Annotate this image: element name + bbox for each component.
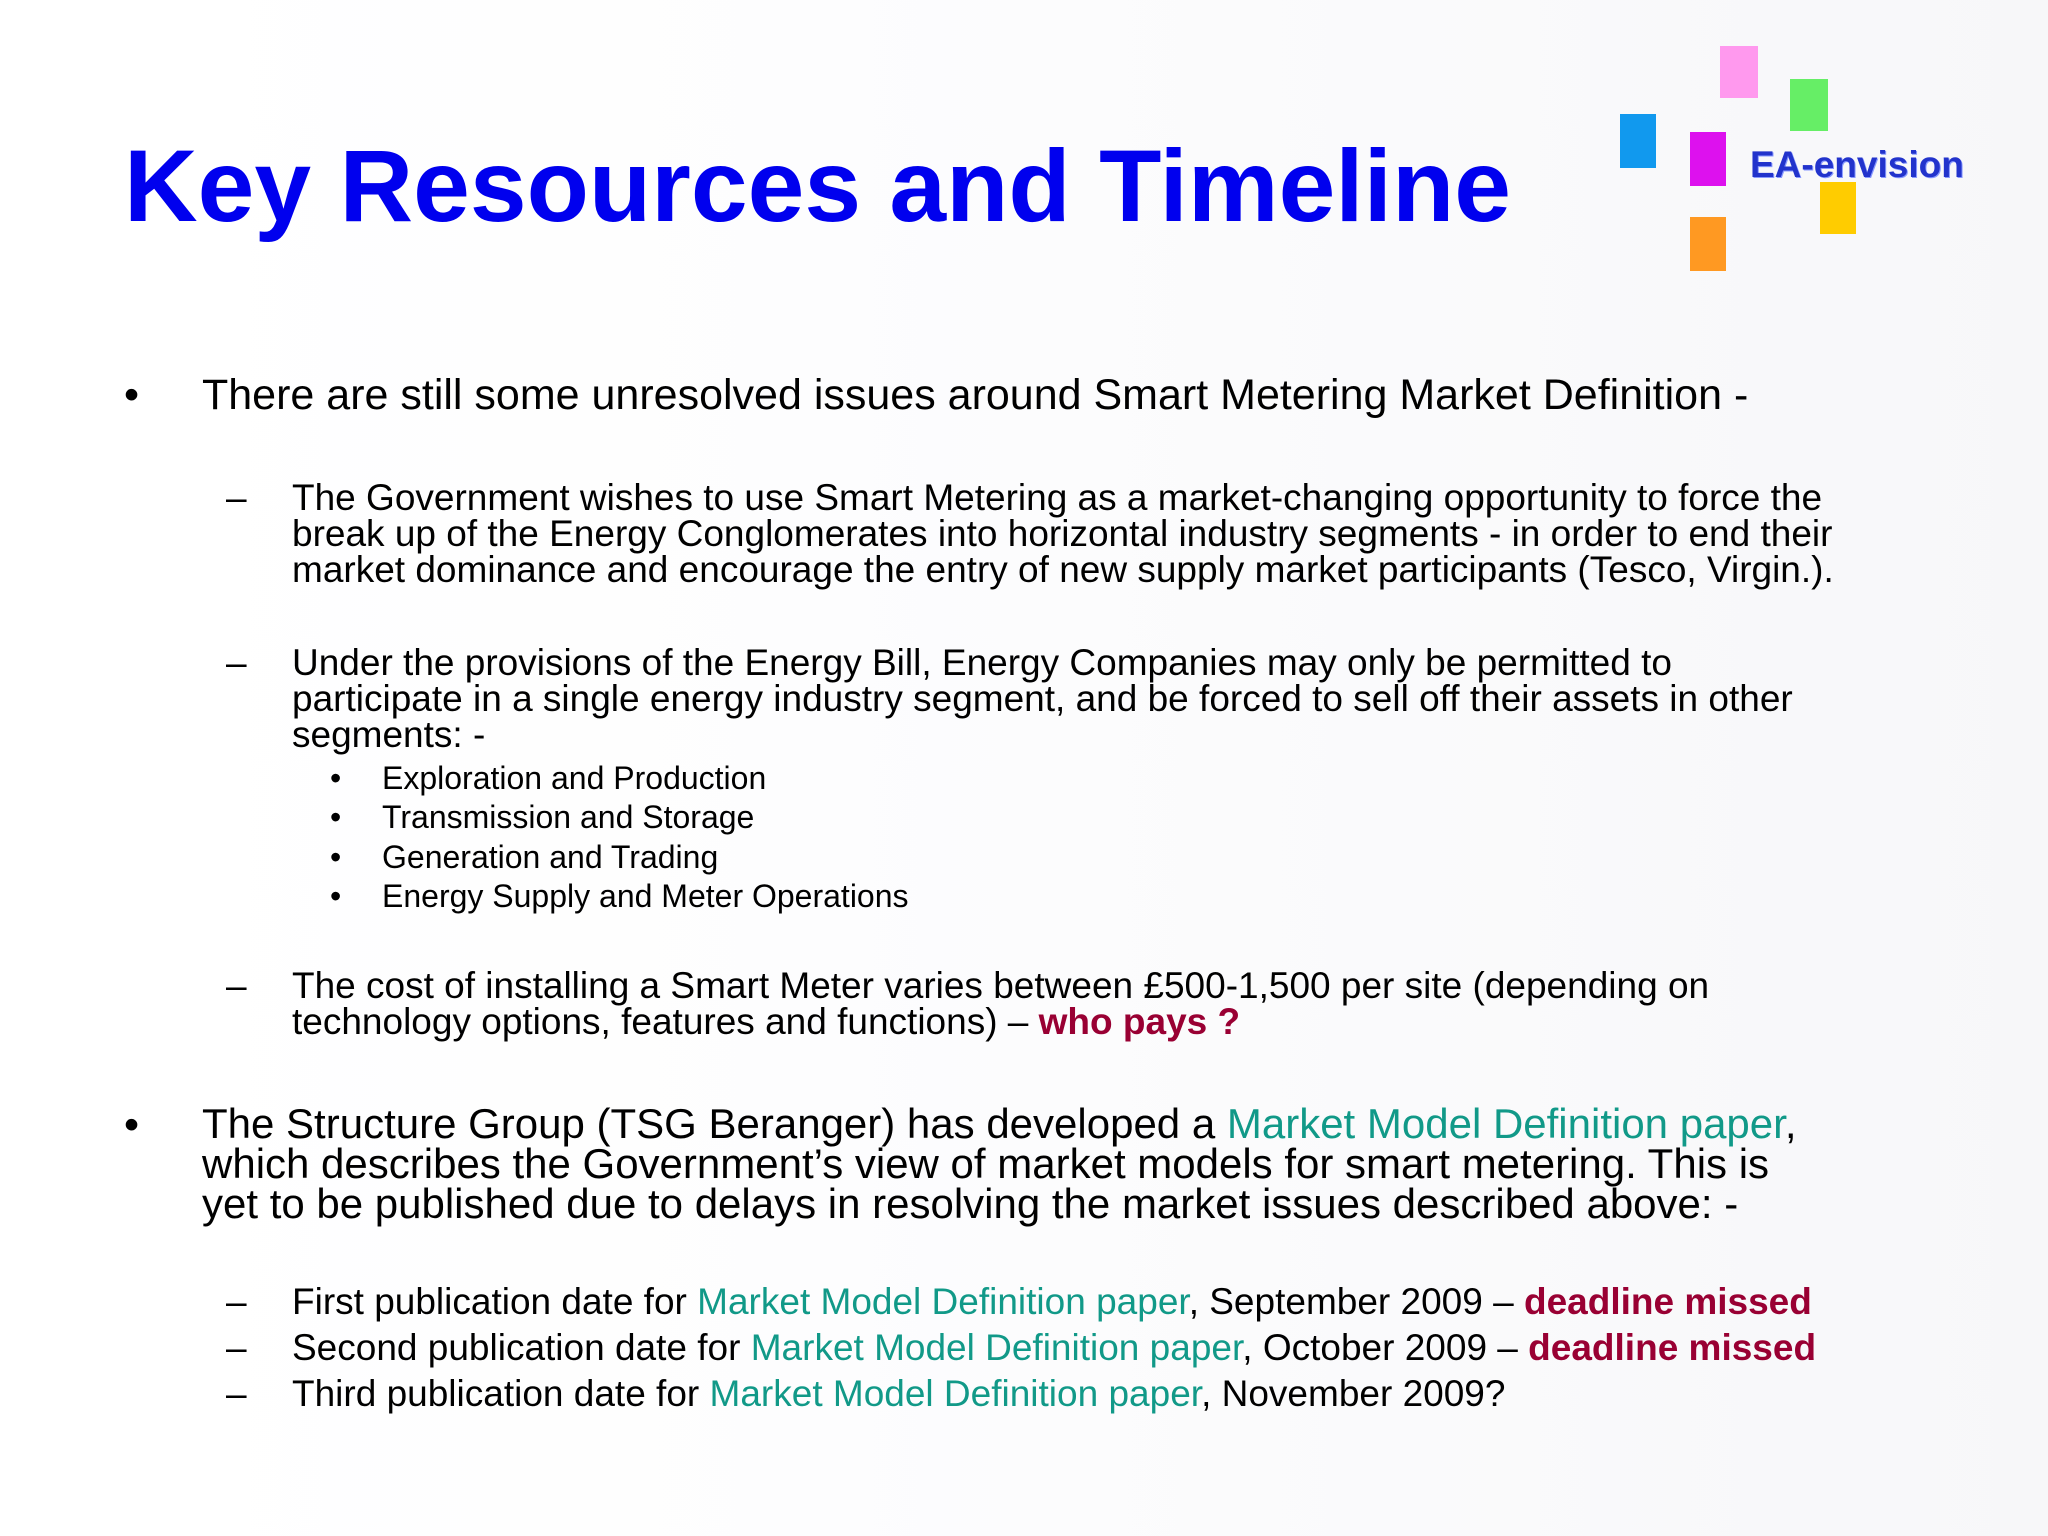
segment-text: Generation and Trading	[382, 839, 719, 875]
text-line: The Government wishes to use Smart Metering as a market-changing opportunity to force the	[292, 477, 1823, 518]
dash-mark: –	[226, 1281, 247, 1322]
text-span: technology options, features and functions) –	[292, 1001, 1039, 1042]
text-span: , October 2009 –	[1242, 1327, 1529, 1368]
bullet-mark: •	[124, 1101, 140, 1149]
bullet-text: There are still some unresolved issues around Smart Metering Market Definition -	[202, 371, 1749, 419]
sub-bullet-text	[292, 642, 1793, 755]
deadline-status: deadline missed	[1523, 1281, 1812, 1322]
text-line: The cost of installing a Smart Meter varies between £500-1,500 per site (depending on	[292, 965, 1710, 1006]
text-span: , September 2009 –	[1188, 1281, 1524, 1322]
market-model-link[interactable]: Market Model Definition paper	[1226, 1100, 1785, 1147]
sub-bullet-text	[292, 965, 1710, 1042]
pink-square-icon	[1720, 46, 1758, 98]
orange-square-icon	[1690, 217, 1726, 271]
market-model-link[interactable]: Market Model Definition paper	[697, 1281, 1189, 1322]
text-line: participate in a single energy industry segment, and be forced to sell off their assets in other	[292, 678, 1793, 719]
date-text	[292, 1281, 1812, 1322]
page-title: Key Resources and Timeline	[124, 129, 1512, 243]
text-line: break up of the Energy Conglomerates into horizontal industry segments - in order to end their	[292, 513, 1833, 554]
bullet-mark: •	[330, 839, 342, 875]
green-square-icon	[1790, 79, 1828, 131]
ea-envision-logo	[1620, 42, 1980, 282]
segment-text: Exploration and Production	[382, 760, 767, 796]
purple-square-icon	[1690, 132, 1726, 186]
segment-text: Energy Supply and Meter Operations	[382, 878, 909, 914]
dash-mark: –	[226, 1327, 247, 1368]
text-line: Under the provisions of the Energy Bill, Energy Companies may only be permitted to	[292, 642, 1672, 683]
text-line: which describes the Government’s view of market models for smart metering. This is	[202, 1140, 1770, 1187]
dash-mark: –	[226, 965, 247, 1006]
text-span: First publication date for	[292, 1281, 698, 1322]
bullet-mark: •	[330, 760, 342, 796]
text-line: segments: -	[292, 714, 486, 755]
text-line	[292, 1001, 1709, 1042]
market-model-link[interactable]: Market Model Definition paper	[709, 1373, 1202, 1414]
yellow-square-icon	[1820, 182, 1856, 234]
segment-text: Transmission and Storage	[382, 799, 755, 835]
sub-bullet-text	[292, 477, 1834, 590]
text-line: yet to be published due to delays in resolving the market issues described above: -	[202, 1180, 1739, 1227]
market-model-link[interactable]: Market Model Definition paper	[750, 1327, 1243, 1368]
dash-mark: –	[226, 477, 247, 518]
dash-mark: –	[226, 1373, 247, 1414]
date-text	[292, 1327, 1817, 1368]
blue-square-icon	[1620, 114, 1656, 168]
text-span: The Structure Group (TSG Beranger) has developed a	[202, 1100, 1227, 1147]
bullet-mark: •	[330, 799, 342, 835]
who-pays-emphasis: who pays ?	[1038, 1001, 1241, 1042]
bullet-mark: •	[330, 878, 342, 914]
text-line: market dominance and encourage the entry of new supply market participants (Tesco, Virgin.).	[292, 549, 1834, 590]
logo-text: EA-envision	[1750, 144, 1964, 185]
text-span: Third publication date for	[292, 1373, 710, 1414]
text-line	[202, 1100, 1797, 1147]
bullet-text	[202, 1100, 1797, 1227]
date-text	[292, 1373, 1506, 1414]
text-span: Second publication date for	[292, 1327, 751, 1368]
dash-mark: –	[226, 642, 247, 683]
text-span: ,	[1784, 1100, 1797, 1147]
deadline-status: deadline missed	[1528, 1327, 1817, 1368]
text-span: , November 2009?	[1201, 1373, 1506, 1414]
bullet-mark: •	[124, 371, 140, 419]
